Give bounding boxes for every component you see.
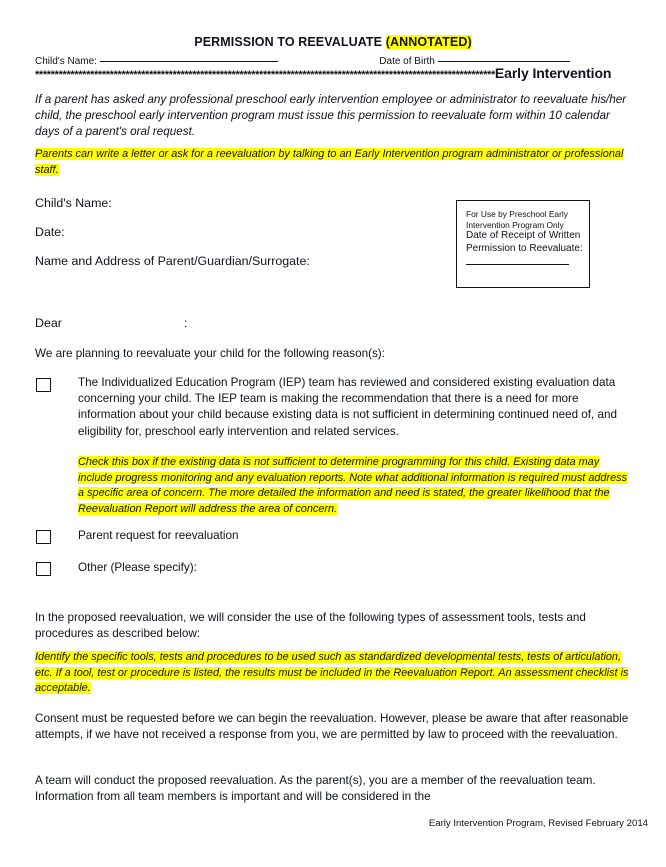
reason-iep-team-annotation	[78, 455, 636, 517]
assessment-annotation	[35, 650, 635, 697]
intro-annotation-text: Parents can write a letter or ask for a reevaluation by talking to an Early Intervention program administrator or professional staff.	[35, 148, 624, 176]
reason-iep-team-annotation-text: Check this box if the existing data is not sufficient to determine programming for this child. Existing data may include progress monitoring and any evaluation reports. Note what additional information is required must address a specific area of concern. The more detailed the information and need is stated, the greater likelihood that the Reevaluation Report will address the area of concern.	[78, 456, 628, 515]
checkbox-reason-iep-team[interactable]	[36, 378, 51, 392]
intro-paragraph: If a parent has asked any professional preschool early intervention employee or administrator to reevaluate his/her child, the preschool early intervention program must issue this permission to reevaluate form within 10 calendar days of a parent's oral request.	[35, 93, 627, 139]
date-field-label: Date:	[35, 225, 65, 239]
office-use-line-1: For Use by Preschool Early	[466, 209, 568, 219]
child-name-header-blank[interactable]	[100, 61, 278, 62]
page-title-main: PERMISSION TO REEVALUATE	[194, 35, 386, 49]
reason-iep-team-text: The Individualized Education Program (IEP) team has reviewed and considered existing evaluation data concerning your child. The IEP team is making the recommendation that there is a need for more information about your child because existing data is not sufficient in determining continued need of, and eligibility for, preschool early intervention and related services.	[78, 376, 618, 438]
reason-parent-request-text: Parent request for reevaluation	[78, 529, 239, 542]
office-use-line-3: Date of Receipt of Written	[466, 230, 581, 242]
intro-annotation	[35, 147, 635, 178]
assessment-paragraph: In the proposed reevaluation, we will consider the use of the following types of assessment tools, tests and procedures as described below:	[35, 611, 586, 641]
consent-paragraph: Consent must be requested before we can begin the reevaluation. However, please be aware that after reasonable attempts, if we have not received a response from you, we are permitted by law to proceed with the reevaluation.	[35, 712, 629, 742]
date-of-birth-header-blank[interactable]	[438, 61, 570, 62]
office-use-date-blank[interactable]	[466, 264, 569, 265]
asterisk-separator: *********************************************************************************************************************	[35, 69, 495, 81]
program-name: Early Intervention	[494, 67, 612, 81]
reason-intro-paragraph: We are planning to reevaluate your child for the following reason(s):	[35, 347, 385, 360]
child-name-field-label: Child's Name:	[35, 196, 112, 210]
header-fields-row	[35, 56, 635, 67]
office-use-box	[456, 200, 590, 288]
parent-address-field-label: Name and Address of Parent/Guardian/Surrogate:	[35, 254, 310, 268]
reason-other-text: Other (Please specify):	[78, 561, 197, 574]
page-title	[0, 35, 666, 49]
assessment-annotation-text: Identify the specific tools, tests and procedures to be used such as standardized developmental tests, tests of articulation, etc. If a tool, test or procedure is listed, the results must be included in the Reevaluation Report. An assessment checklist is acceptable.	[35, 651, 629, 695]
office-use-line-4: Permission to Reevaluate:	[466, 242, 583, 254]
child-name-header-label: Child's Name:	[35, 56, 97, 67]
salutation-dear: Dear	[35, 316, 62, 330]
salutation-line	[35, 316, 187, 330]
team-paragraph: A team will conduct the proposed reevaluation. As the parent(s), you are a member of the reevaluation team. Information from all team members is important and will be considered in the	[35, 774, 596, 804]
salutation-colon: :	[183, 316, 188, 330]
document-footer: Early Intervention Program, Revised February 2014	[428, 818, 648, 829]
page-title-annotated-badge: (ANNOTATED)	[385, 35, 472, 49]
date-of-birth-header-label: Date of Birth	[379, 56, 435, 67]
checkbox-other[interactable]	[36, 562, 51, 576]
office-use-line-2: Intervention Program Only	[466, 219, 564, 230]
checkbox-parent-request[interactable]	[36, 530, 51, 544]
separator-line	[35, 67, 666, 82]
